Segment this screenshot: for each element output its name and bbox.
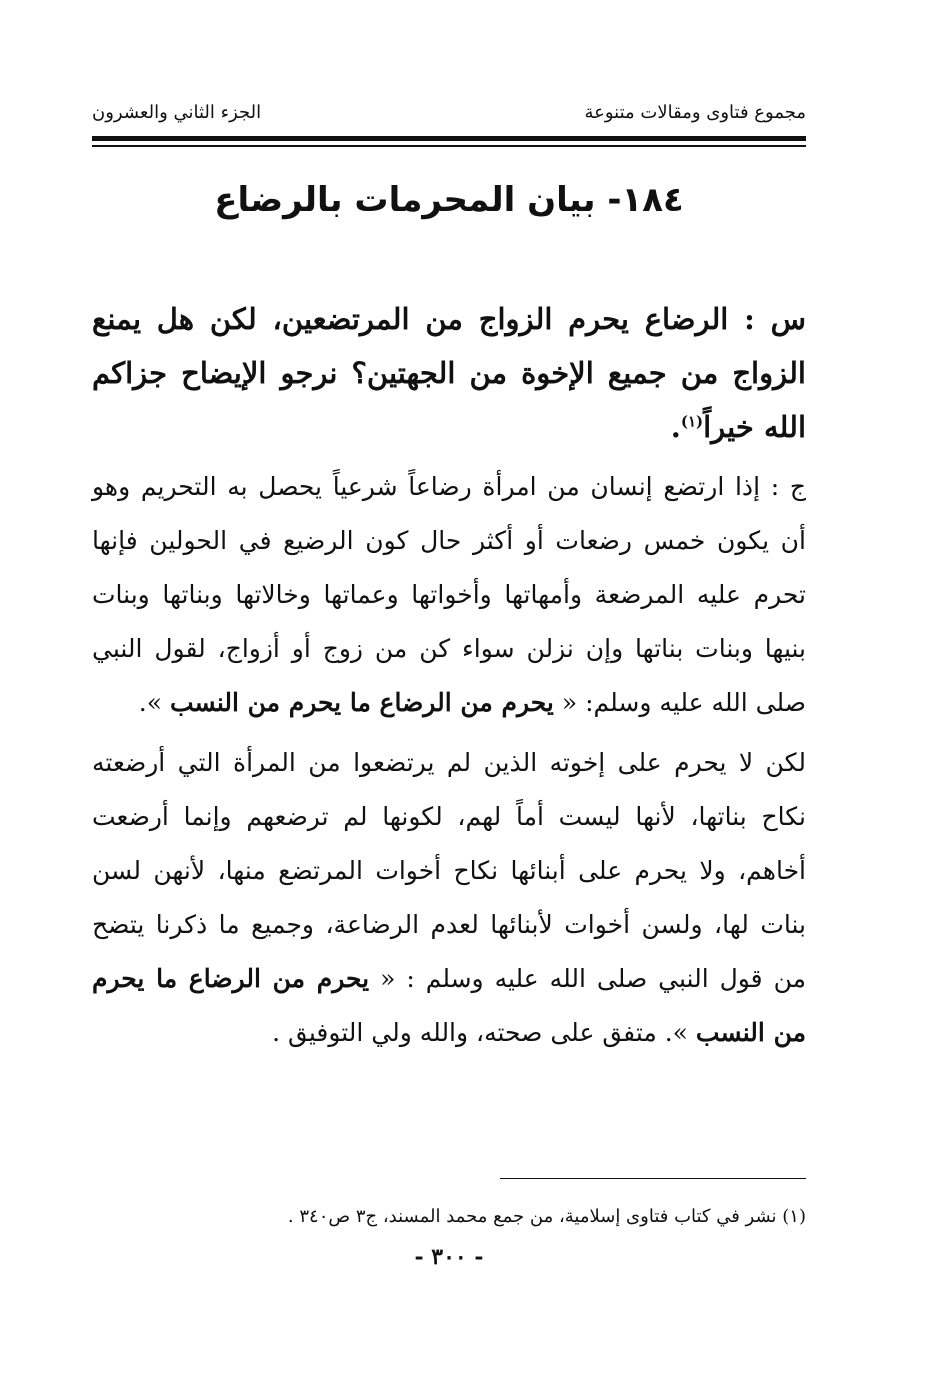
question-text: س : الرضاع يحرم الزواج من المرتضعين، لكن هل يمنع الزواج من جميع الإخوة من الجهتين؟ نرجو الإيضاح جزاكم الله خيراً xyxy=(92,302,807,444)
footnote-rule xyxy=(500,1178,806,1179)
answer-p1-text: ج : إذا ارتضع إنسان من امرأة رضاعاً شرعياً يحصل به التحريم وهو أن يكون خمس رضعات أو أكثر حال كون الرضيع في الحولين فإنها تحرم عليه المرضعة وأمهاتها وأخواتها وعماتها وخالاتها وبناتها وبنات بنيها وبنات بناتها وإن نزلن سواء كن من زوج أو أزواج، لقول النبي صلى الله عليه وسلم: xyxy=(92,472,806,717)
series-title: مجموع فتاوى ومقالات متنوعة xyxy=(584,102,806,123)
answer-p1-end: . xyxy=(138,688,147,717)
answer-paragraph-2 xyxy=(92,736,806,1060)
question-paragraph xyxy=(92,292,806,454)
header-rule-thin xyxy=(92,145,806,147)
answer-p2-text: لكن لا يحرم على إخوته الذين لم يرتضعوا من المرأة التي أرضعته نكاح بناتها، لأنها ليست أماً لهم، لكونها لم ترضعهم وإنما أرضعت أخاهم، ولا يحرم على أبنائها نكاح أخوات المرتضع منها، لأنهن لسن بنات لها، ولسن أخوات لأبنائها لعدم الرضاعة، وجميع ما ذكرنا يتضح من قول النبي صلى الله عليه وسلم : xyxy=(92,748,806,993)
quote-close-mark: » xyxy=(146,688,163,717)
quote-open-mark: « xyxy=(380,964,396,993)
footnote: (١) نشر في كتاب فتاوى إسلامية، من جمع محمد المسند، ج٣ ص٣٤٠ . xyxy=(287,1206,806,1227)
quote-open-mark: « xyxy=(561,688,578,717)
header-rule-thick xyxy=(92,136,806,141)
body-text xyxy=(92,292,806,1060)
chapter-title: ١٨٤- بيان المحرمات بالرضاع xyxy=(214,180,684,220)
answer-paragraph-1 xyxy=(92,460,806,730)
volume-label: الجزء الثاني والعشرون xyxy=(92,102,262,123)
hadith-quote: يحرم من الرضاع ما يحرم من النسب xyxy=(92,964,806,1047)
hadith-quote: يحرم من الرضاع ما يحرم من النسب xyxy=(169,688,554,717)
running-header xyxy=(92,100,806,130)
footnote-marker: (١) xyxy=(680,412,704,431)
page-number: - ٣٠٠ - xyxy=(414,1244,484,1270)
quote-close-mark: » xyxy=(672,1018,688,1047)
question-end-mark: . xyxy=(670,410,681,444)
answer-p2-end: . متفق على صحته، والله ولي التوفيق . xyxy=(272,1018,673,1047)
